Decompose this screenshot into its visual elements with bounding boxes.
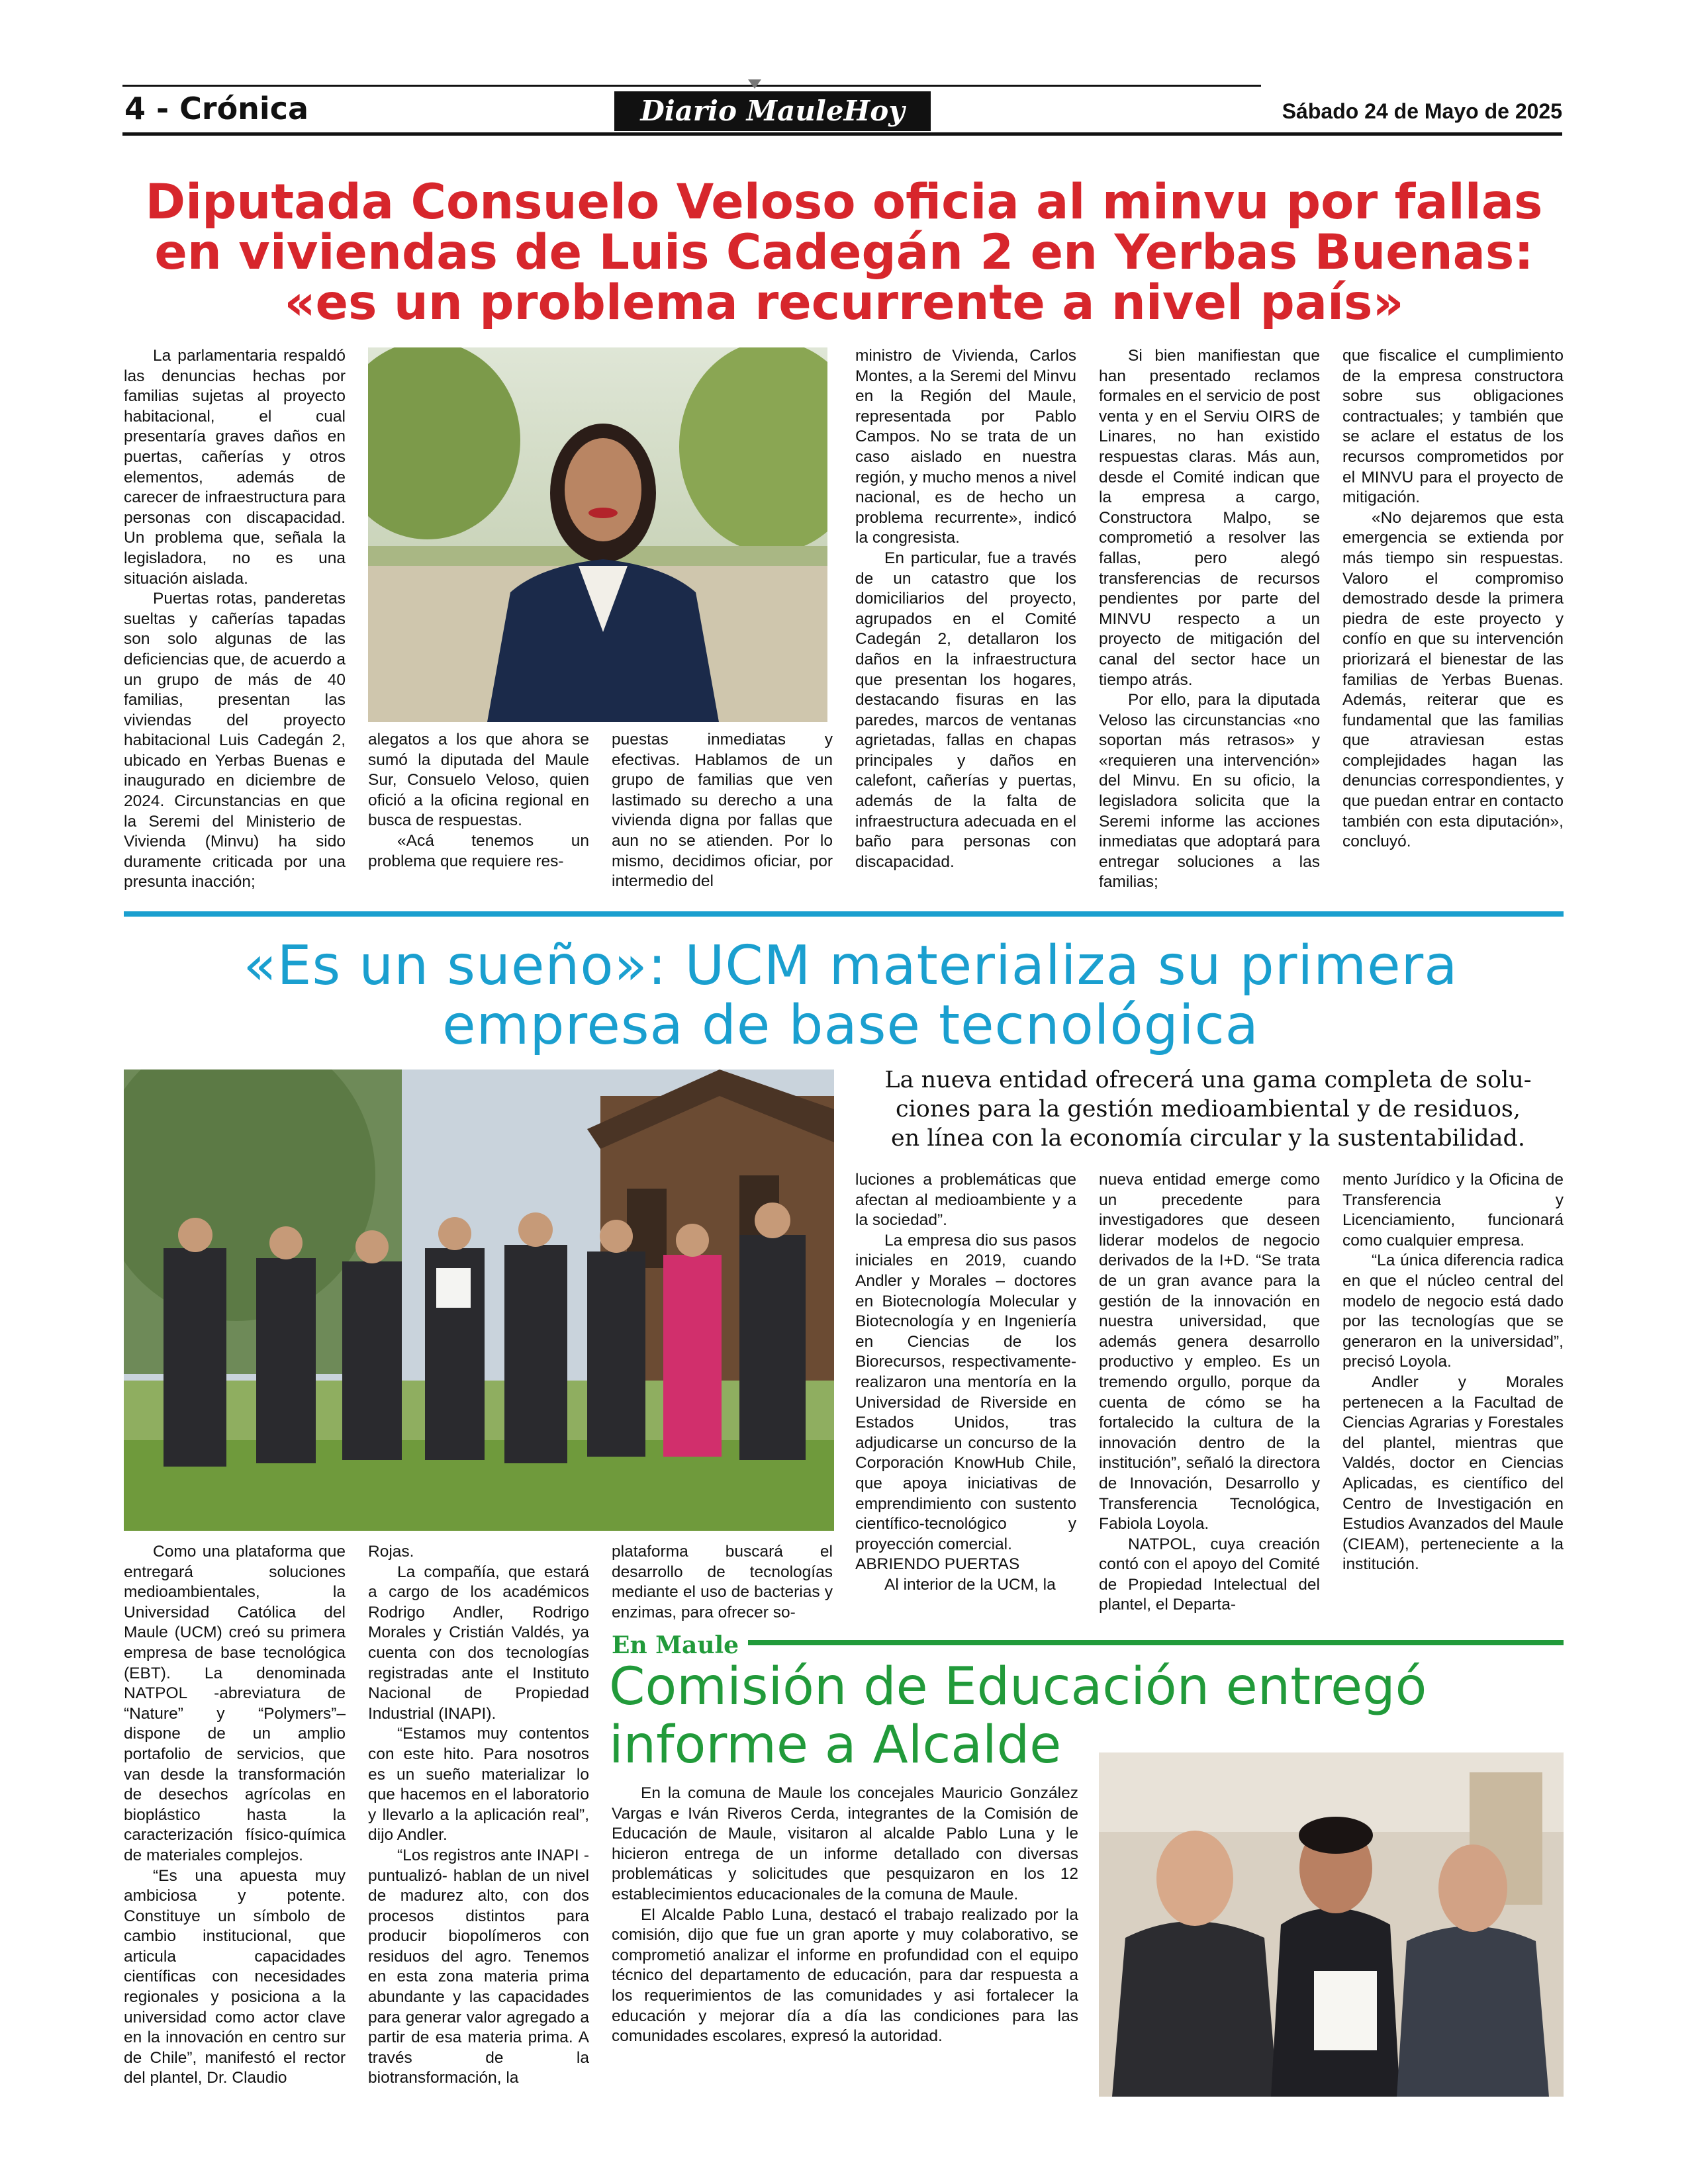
article1-photo-deputy bbox=[368, 347, 827, 722]
article2-paragraph: NATPOL, cuya creación contó con el apoyo del Comité de Propiedad Intelectual del plantel, el Departa- bbox=[1099, 1535, 1320, 1614]
article2-deck-line: en línea con la economía circular y la sustentabilidad. bbox=[890, 1125, 1526, 1152]
article1-paragraph: puestas inmediatas y efectivas. Hablamos de un grupo de familias que ven lastimado su derecho a una vivienda digna por fallas que aun no se atienden. Por lo mismo, decidimos oficiar, por intermedio del bbox=[612, 731, 833, 891]
article1-paragraph: Puertas rotas, panderetas sueltas y cañerías tapadas son solo algunas de las deficiencias que, de acuerdo a un grupo de más de 40 familias, presentan las viviendas del proyecto habitacional Luis Cadegán 2, ubicado en Yerbas Buenas e inaugurado en diciembre de 2024. Circunstancias en que la Seremi del Ministerio de Vivienda (Minvu) ha sido duramente criticada por una presunta inacción; bbox=[124, 590, 346, 891]
article1-paragraph: ministro de Vivienda, Carlos Montes, a la Seremi del Minvu en la Región del Maule, representada por Pablo Campos. No se trata de un caso aislado en nuestra región, y mucho menos a nivel nacional, es de hecho un problema recurrente», indicó la congresista. bbox=[855, 347, 1076, 547]
article1-paragraph: alegatos a los que ahora se sumó la diputada del Maule Sur, Consuelo Veloso, quien ofició a la oficina regional en busca de respuestas. bbox=[368, 731, 589, 830]
article3-kicker: En Maule bbox=[612, 1632, 748, 1659]
article2-column-3 bbox=[612, 1542, 833, 1628]
article2-top-rule bbox=[124, 911, 1564, 917]
article1-column-2 bbox=[368, 730, 589, 899]
article1-column-5 bbox=[1099, 346, 1320, 899]
issue-date: Sábado 24 de Mayo de 2025 bbox=[1282, 99, 1562, 123]
article2-paragraph: Rojas. bbox=[368, 1543, 414, 1561]
article3-headline-line: informe a Alcalde bbox=[609, 1715, 1062, 1775]
article2-paragraph: nueva entidad emerge como un precedente para investigadores que deseen liderar modelos de negocio derivados de la I+D. “Se trata de un gran avance para la gestión de la innovación en nuestra universidad, que además genera desarrollo productivo y empleo. Es un tremendo orgullo, porque da cuenta de cómo se ha fortalecido la cultura de la innovación dentro de la institución”, señaló la directora de Innovación, Desarrollo y Transferencia Tecnológica, Fabiola Loyola. bbox=[1099, 1171, 1320, 1533]
article2-headline-line: empresa de base tecnológica bbox=[442, 994, 1259, 1057]
article2-paragraph: Al interior de la UCM, la bbox=[884, 1575, 1056, 1594]
article2-column-2 bbox=[368, 1542, 589, 2098]
article3-headline-line: Comisión de Educación entregó bbox=[609, 1657, 1427, 1717]
article2-paragraph: Andler y Morales pertenecen a la Facultad de Ciencias Agrarias y Forestales del plantel, mientras que Valdés, doctor en Ciencias Aplicadas, es científico del Centro de Investigación en Estudios Avanzados del Maule (CIEAM), perteneciente a la institución. bbox=[1342, 1373, 1564, 1574]
article2-column-1 bbox=[124, 1542, 346, 2098]
article2-photo-ucm-team bbox=[124, 1069, 834, 1531]
article2-column-4 bbox=[855, 1170, 1076, 1627]
article1-paragraph: La parlamentaria respaldó las denuncias hechas por familias sujetas al proyecto habitacional, el cual presentaría graves daños en puertas, cañerías y otros elementos, además de carecer de infraestructura para personas con discapacidad. Un problema que, señala la legisladora, no es una situación aislada. bbox=[124, 347, 346, 588]
article1-column-1 bbox=[124, 346, 346, 899]
article2-headline bbox=[113, 936, 1589, 1056]
article1-column-6 bbox=[1342, 346, 1564, 899]
article3-body bbox=[612, 1784, 1078, 2095]
article1-headline-line: en viviendas de Luis Cadegán 2 en Yerbas Buenas: bbox=[154, 224, 1534, 281]
article2-deck-line: La nueva entidad ofrecerá una gama completa de solu- bbox=[884, 1067, 1532, 1093]
article2-paragraph: La compañía, que estará a cargo de los académicos Rodrigo Andler, Rodrigo Morales y Cristián Valdés, ya cuenta con dos tecnologías registradas ante el Instituto Nacional de Propiedad Industrial (INAPI). bbox=[368, 1563, 589, 1723]
article2-headline-line: «Es un sueño»: UCM materializa su primera bbox=[243, 934, 1458, 997]
article2-paragraph: La empresa dio sus pasos iniciales en 2019, cuando Andler y Morales – doctores en Biotecnología Molecular y Biotecnología y en Ingeniería en Ciencias de los Biorecursos, respectivamente-realizaron una mentoría en la Universidad de Riverside en Estados Unidos, tras adjudicarse un concurso de la Corporación KnowHub Chile, que apoya iniciativas de emprendimiento con sustento científico-tecnológico y proyección comercial. bbox=[855, 1231, 1076, 1553]
article2-deck bbox=[831, 1066, 1585, 1153]
header-top-rule bbox=[122, 85, 1261, 87]
article1-headline-line: «es un problema recurrente a nivel país» bbox=[284, 275, 1404, 331]
article1-paragraph: que fiscalice el cumplimiento de la empresa constructora sobre sus obligaciones contractuales; y también que se aclare el estatus de los recursos comprometidos por el MINVU para el proyecto de mitigación. bbox=[1342, 347, 1564, 507]
article2-paragraph: “Los registros ante INAPI -puntualizó- hablan de un nivel de madurez alto, con dos procesos distintos para producir biopolímeros con residuos del agro. Tenemos en esta zona materia prima abundante y las capacidades para generar valor agregado a partir de esa materia prima. A través de la biotransformación, la bbox=[368, 1846, 589, 2087]
article3-top-rule bbox=[695, 1640, 1564, 1645]
article3-paragraph: En la comuna de Maule los concejales Mauricio González Vargas e Iván Riveros Cerda, integrantes de la Comisión de Educación de Maule, visitaron al alcalde Pablo Luna y le hicieron entrega de un informe detallado con diversas problemáticas y solicitudes que pesquizaron en los 12 establecimientos educacionales de la comuna de Maule. bbox=[612, 1784, 1078, 1903]
article2-paragraph: “Estamos muy contentos con este hito. Para nosotros es un sueño materializar lo que hacemos en el laboratorio y llevarlo a la aplicación real”, dijo Andler. bbox=[368, 1725, 589, 1844]
header-bottom-rule bbox=[122, 132, 1562, 136]
article3-photo-commission bbox=[1099, 1752, 1564, 2097]
article2-paragraph: luciones a problemáticas que afectan al medioambiente y a la sociedad”. bbox=[855, 1171, 1076, 1230]
article2-paragraph: “Es una apuesta muy ambiciosa y potente. Constituye un símbolo de cambio institucional, que articula capacidades científicas con necesidades regionales y posiciona a la universidad como actor clave en la innovación en centro sur de Chile”, manifestó el rector del plantel, Dr. Claudio bbox=[124, 1866, 346, 2087]
page-section-label: 4 - Crónica bbox=[124, 91, 308, 126]
article2-column-6 bbox=[1342, 1170, 1564, 1627]
article1-headline bbox=[99, 174, 1589, 331]
article1-column-3 bbox=[612, 730, 833, 899]
article1-headline-line: Diputada Consuelo Veloso oficia al minvu por fallas bbox=[145, 174, 1543, 230]
article2-column-5 bbox=[1099, 1170, 1320, 1627]
article2-paragraph: mento Jurídico y la Oficina de Transferencia y Licenciamiento, funcionará como cualquier empresa. bbox=[1342, 1171, 1564, 1250]
article3-paragraph: El Alcalde Pablo Luna, destacó el trabajo realizado por la comisión, dijo que fue un gran aporte y muy colaborativo, se comprometió analizar el informe en profundidad con el equipo técnico del departamento de educación, para dar respuesta a los requerimientos de las comunidades y asi fortalecer la educación y mejorar día a día las condiciones para las comunidades escolares, expresó la autoridad. bbox=[612, 1905, 1078, 2046]
article1-paragraph: Por ello, para la diputada Veloso las circunstancias «no soportan más retrasos» y «requieren una intervención» del Minvu. En su oficio, la legisladora solicita que la Seremi informe las acciones inmediatas que adoptará para entregar soluciones a las familias; bbox=[1099, 691, 1320, 891]
article2-paragraph: “La única diferencia radica en que el núcleo central del modelo de negocio está dado por las tecnologías que se generaron en la universidad”, precisó Loyola. bbox=[1342, 1251, 1564, 1371]
article2-paragraph: Como una plataforma que entregará soluciones medioambientales, la Universidad Católica del Maule (UCM) creó su primera empresa de base tecnológica (EBT). La denominada NATPOL -abreviatura de “Nature” y “Polymers”– dispone de un amplio portafolio de servicios, que van desde la transformación de desechos agrícolas en bioplástico hasta la caracterización físico-química de materiales complejos. bbox=[124, 1543, 346, 1864]
article1-paragraph: «Acá tenemos un problema que requiere res- bbox=[368, 831, 589, 870]
article1-column-4 bbox=[855, 346, 1076, 899]
masthead-logo-text: Diario MauleHoy bbox=[640, 95, 905, 127]
masthead bbox=[614, 91, 931, 131]
article1-paragraph: Si bien manifiestan que han presentado reclamos formales en el servicio de post venta y en el Serviu OIRS de Linares, no han existido respuestas claras. Más aun, desde el Comité indican que la empresa a cargo, Constructora Malpo, se comprometió a resolver las fallas, pero alegó transferencias de recursos pendientes por parte del MINVU respecto a un proyecto de mitigación del canal del sector hace un tiempo atrás. bbox=[1099, 347, 1320, 689]
masthead-notch-icon bbox=[748, 79, 761, 89]
article2-subheading: ABRIENDO PUERTAS bbox=[855, 1555, 1020, 1574]
article1-paragraph: En particular, fue a través de un catastro que los domiciliarios del proyecto, agrupados en el Comité Cadegán 2, detallaron los daños en la infraestructura que presentan los hogares, destacando fisuras en las paredes, marcos de ventanas agrietadas, fallas en chapas principales y daños en calefont, cañerías y puertas, además de la falta de infraestructura adecuada en el baño para personas con discapacidad. bbox=[855, 549, 1076, 871]
article2-paragraph: plataforma buscará el desarrollo de tecnologías mediante el uso de bacterias y enzimas, para ofrecer so- bbox=[612, 1543, 833, 1621]
article2-deck-line: ciones para la gestión medioambiental y de residuos, bbox=[895, 1096, 1521, 1122]
article1-paragraph: «No dejaremos que esta emergencia se extienda por más tiempo sin respuestas. Valoro el compromiso demostrado desde la primera piedra de este proyecto y confío en que su intervención priorizará el bienestar de las familias de Yerbas Buenas. Además, reiterar que es fundamental que las familias que atraviesan estas complejidades hagan las denuncias correspondientes, y que puedan entrar en contacto también con esta diputación», concluyó. bbox=[1342, 508, 1564, 851]
